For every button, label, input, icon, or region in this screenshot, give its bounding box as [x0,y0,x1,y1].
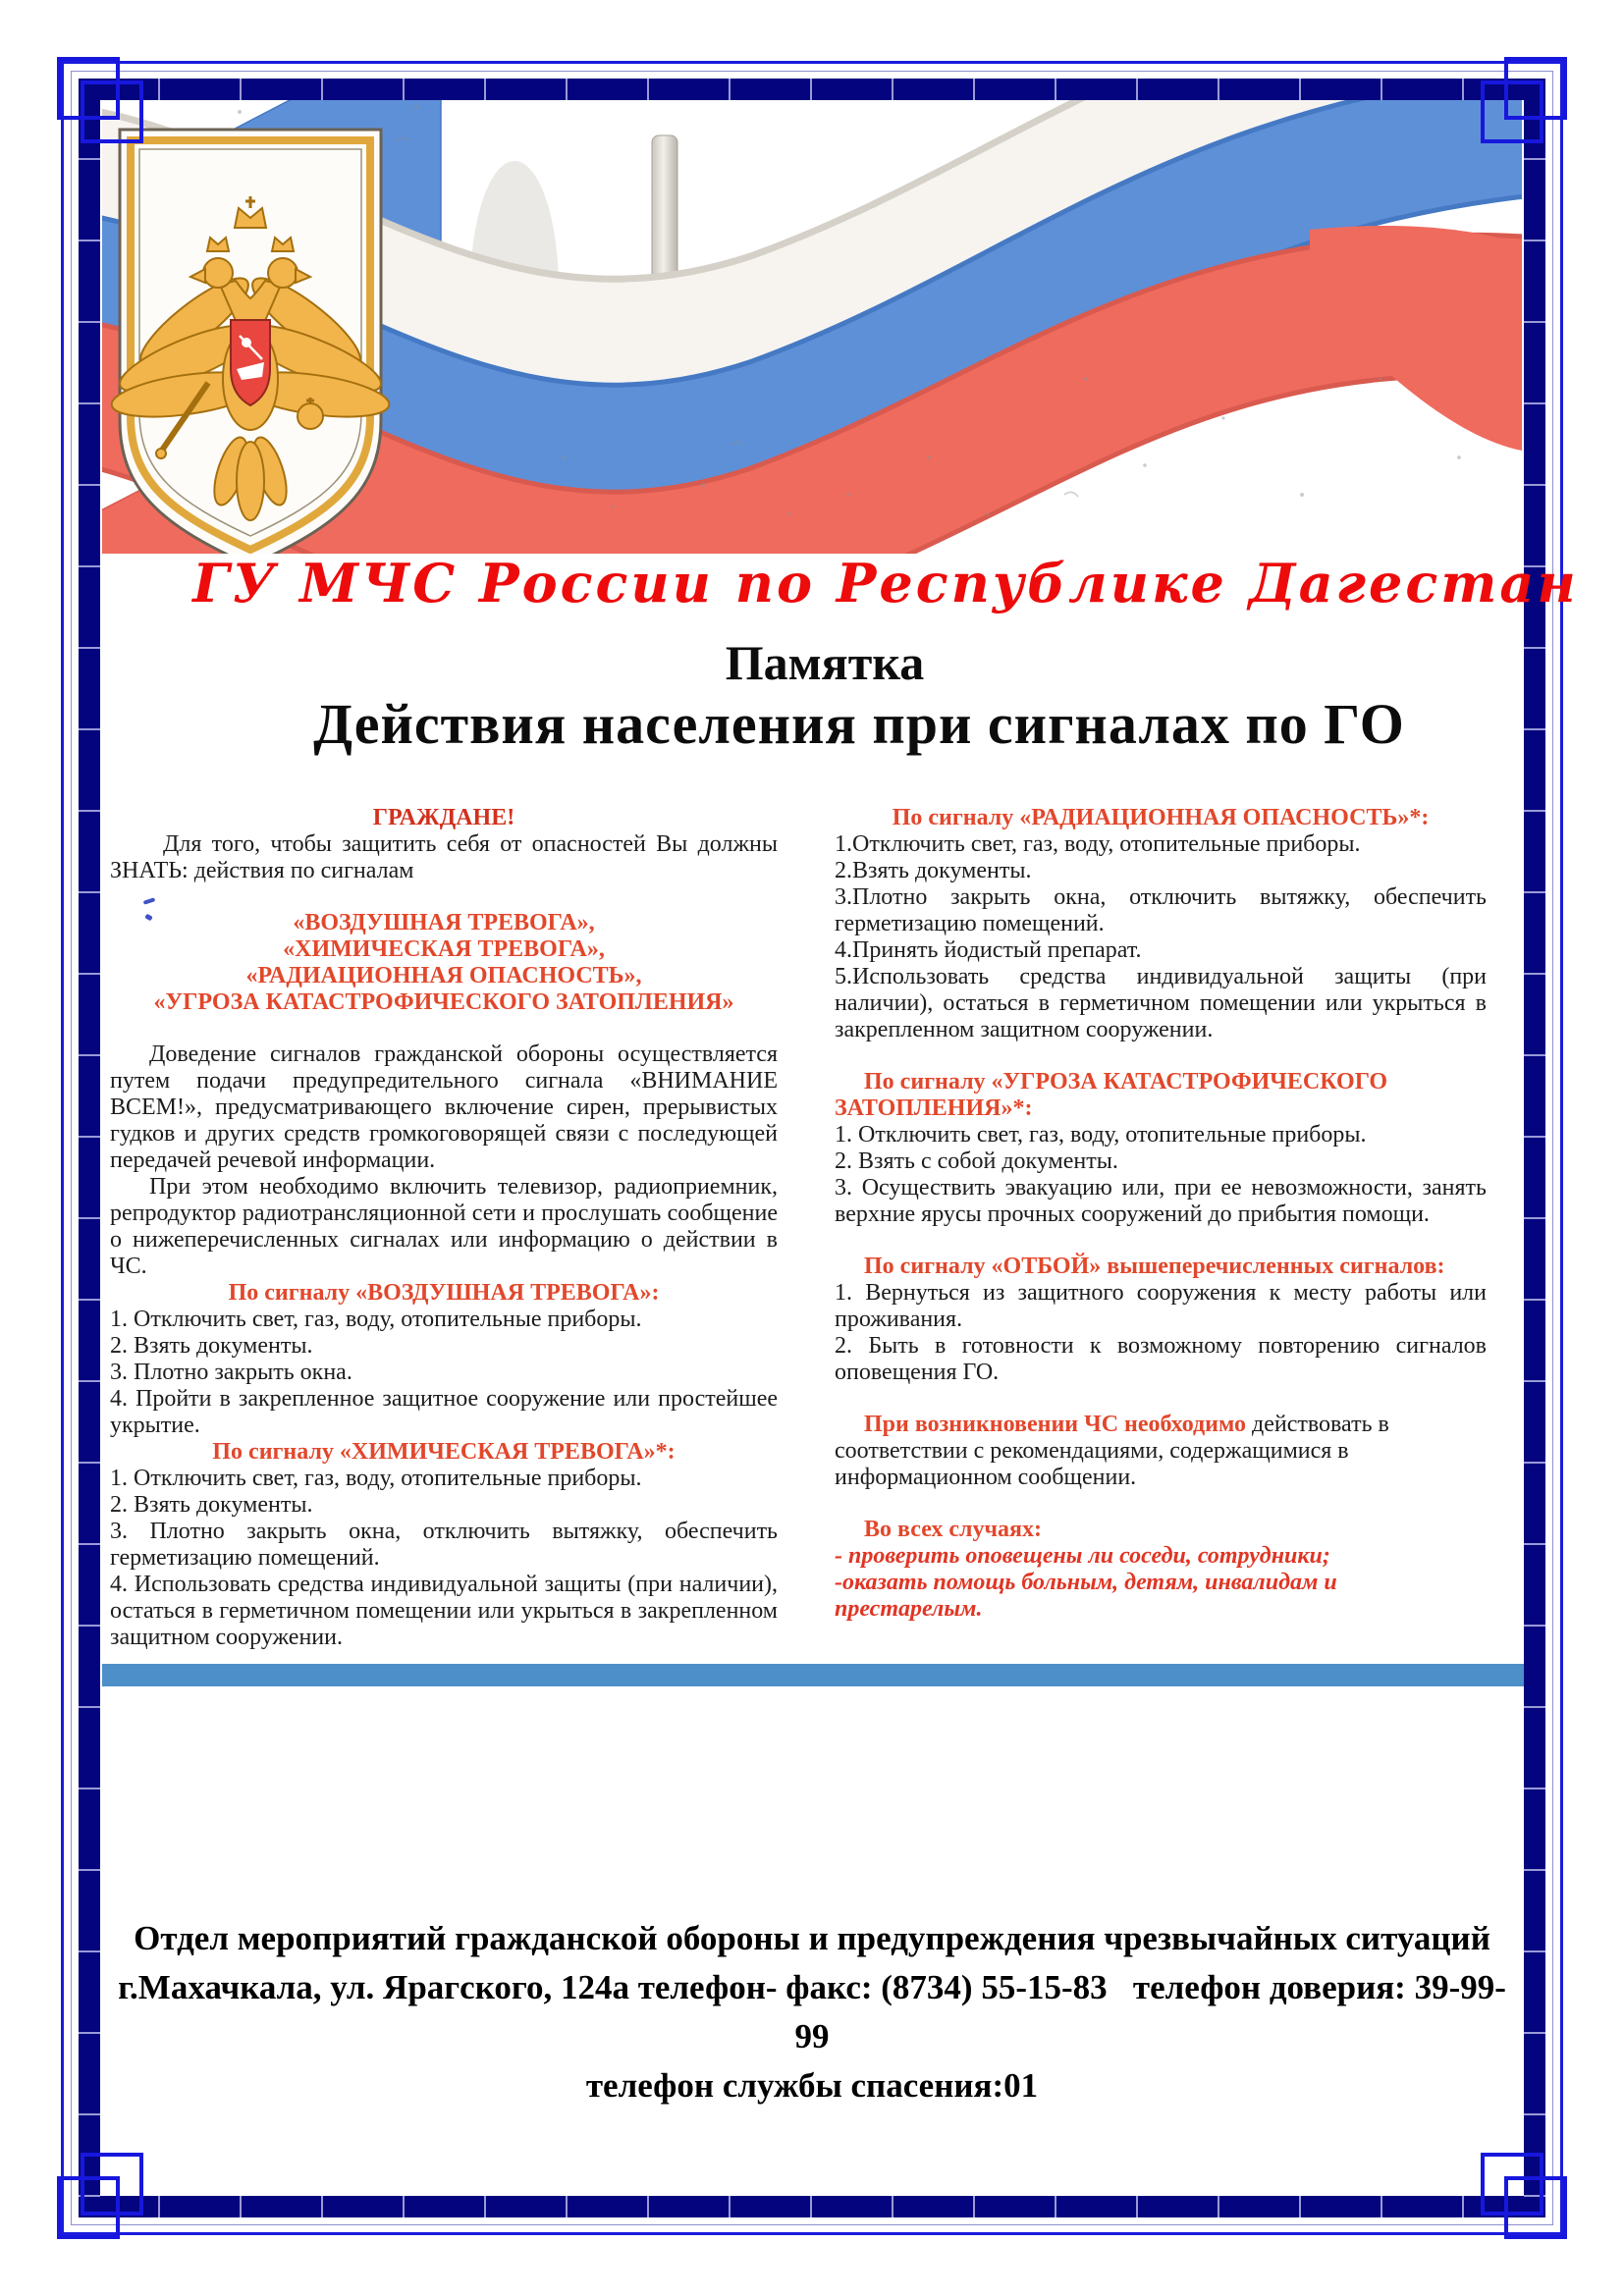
footer-line: телефон службы спасения:01 [585,2066,1039,2105]
signal-name: «РАДИАЦИОННАЯ ОПАСНОСТЬ», [245,963,642,988]
st-george-shield [231,320,270,405]
air-alarm-heading: По сигналу «ВОЗДУШНАЯ ТРЕВОГА»: [228,1280,660,1306]
doc-title: Памятка [725,635,925,690]
corner-square-icon [81,80,143,143]
footer-line: Отдел мероприятий гражданской обороны и предупреждения чрезвычайных ситуаций [134,1919,1490,1957]
instruction-item: 5.Использовать средства индивидуальной защиты (при наличии), остаться в герметичном помещении или укрыться в закрепленном защитном сооружении. [835,964,1487,1042]
instruction-item: 4. Использовать средства индивидуальной защиты (при наличии), остаться в герметичном помещении или укрыться в закрепленном защитном сооружении. [110,1572,778,1650]
all-cases-item: -оказать помощь больным, детям, инвалидам и престарелым. [835,1570,1337,1622]
footer-line: г.Махачкала, ул. Ярагского, 124а телефон- факс: (8734) 55-15-83 телефон доверия: 39-99-99 [118,1968,1506,2056]
flood-heading: По сигналу «УГРОЗА КАТАСТРОФИЧЕСКОГО ЗАТОПЛЕНИЯ»*: [835,1069,1388,1121]
instruction-item: 2. Быть в готовности к возможному повторению сигналов оповещения ГО. [835,1333,1487,1385]
border-band-right [1524,79,1545,2217]
emergency-note [835,1412,1487,1491]
all-clear-heading: По сигналу «ОТБОЙ» вышеперечисленных сигналов: [864,1254,1445,1279]
instruction-item: 2.Взять документы. [835,858,1032,883]
radiation-heading: По сигналу «РАДИАЦИОННАЯ ОПАСНОСТЬ»*: [892,805,1430,830]
citizens-heading: ГРАЖДАНЕ! [372,805,515,830]
instruction-item: 2. Взять с собой документы. [835,1148,1118,1174]
corner-square-icon [81,2153,143,2216]
instruction-item: 1. Вернуться из защитного сооружения к месту работы или проживания. [835,1280,1487,1332]
paragraph: Доведение сигналов гражданской обороны осуществляется путем подачи предупредительного сигнала «ВНИМАНИЕ ВСЕМ!», предусматривающего включение сирен, прерывистых гудков и других средств громкоговорящей связи с последующей передачей речевой информации. [110,1041,778,1173]
border-band-left [79,79,100,2217]
instruction-item: 3. Плотно закрыть окна. [110,1360,352,1385]
instruction-item: 4. Пройти в закрепленное защитное сооружение или простейшее укрытие. [110,1386,778,1438]
blue-divider-bar [102,1664,1540,1686]
chemical-alarm-heading: По сигналу «ХИМИЧЕСКАЯ ТРЕВОГА»*: [212,1439,676,1465]
instruction-item: 1. Отключить свет, газ, воду, отопительные приборы. [110,1307,642,1332]
all-cases-heading: Во всех случаях: [864,1517,1043,1542]
corner-square-icon [1481,80,1543,143]
instruction-item: 3. Плотно закрыть окна, отключить вытяжку, обеспечить герметизацию помещений. [110,1519,778,1571]
russian-flag-ribbon-artwork [102,82,1522,554]
instruction-item: 4.Принять йодистый препарат. [835,937,1142,963]
instruction-item: 3.Плотно закрыть окна, отключить вытяжку, обеспечить герметизацию помещений. [835,884,1487,936]
doc-subtitle: Действия населения при сигналах по ГО [313,692,1405,756]
coat-of-arms-russia [109,130,392,554]
border-band-top [79,79,1545,100]
instruction-item: 1.Отключить свет, газ, воду, отопительные приборы. [835,831,1361,857]
content-columns [110,805,1494,1651]
signal-name: «УГРОЗА КАТАСТРОФИЧЕСКОГО ЗАТОПЛЕНИЯ» [153,989,734,1015]
signal-name: «ХИМИЧЕСКАЯ ТРЕВОГА», [283,936,605,962]
emergency-note-rest: действовать в соответствии с рекомендациями, содержащимися в информационном сообщении. [835,1412,1389,1490]
footer-contact [102,1914,1522,2110]
org-title: ГУ МЧС России по Республике Дагестан [192,552,1579,614]
signal-name: «ВОЗДУШНАЯ ТРЕВОГА», [293,910,595,935]
right-column [835,805,1487,1651]
left-column [110,805,778,1651]
instruction-item: 2. Взять документы. [110,1333,313,1359]
signal-names-list [110,910,778,1016]
paragraph: При этом необходимо включить телевизор, радиоприемник, репродуктор радиотрансляционной сети и прослушать сообщение о нижеперечисленных сигналах или информацию о действии в ЧС. [110,1174,778,1279]
intro-paragraph: Для того, чтобы защитить себя от опасностей Вы должны ЗНАТЬ: действия по сигналам [110,831,778,883]
instruction-item: 1. Отключить свет, газ, воду, отопительные приборы. [835,1122,1367,1148]
instruction-item: 1. Отключить свет, газ, воду, отопительные приборы. [110,1466,642,1491]
corner-square-icon [1481,2153,1543,2216]
instruction-item: 3. Осуществить эвакуацию или, при ее невозможности, занять верхние ярусы прочных сооружений до прибытия помощи. [835,1175,1487,1227]
instruction-item: 2. Взять документы. [110,1492,313,1518]
all-cases-item: - проверить оповещены ли соседи, сотрудники; [835,1543,1330,1569]
emergency-note-lead: При возникновении ЧС необходимо [864,1412,1247,1437]
border-band-bottom [79,2196,1545,2217]
